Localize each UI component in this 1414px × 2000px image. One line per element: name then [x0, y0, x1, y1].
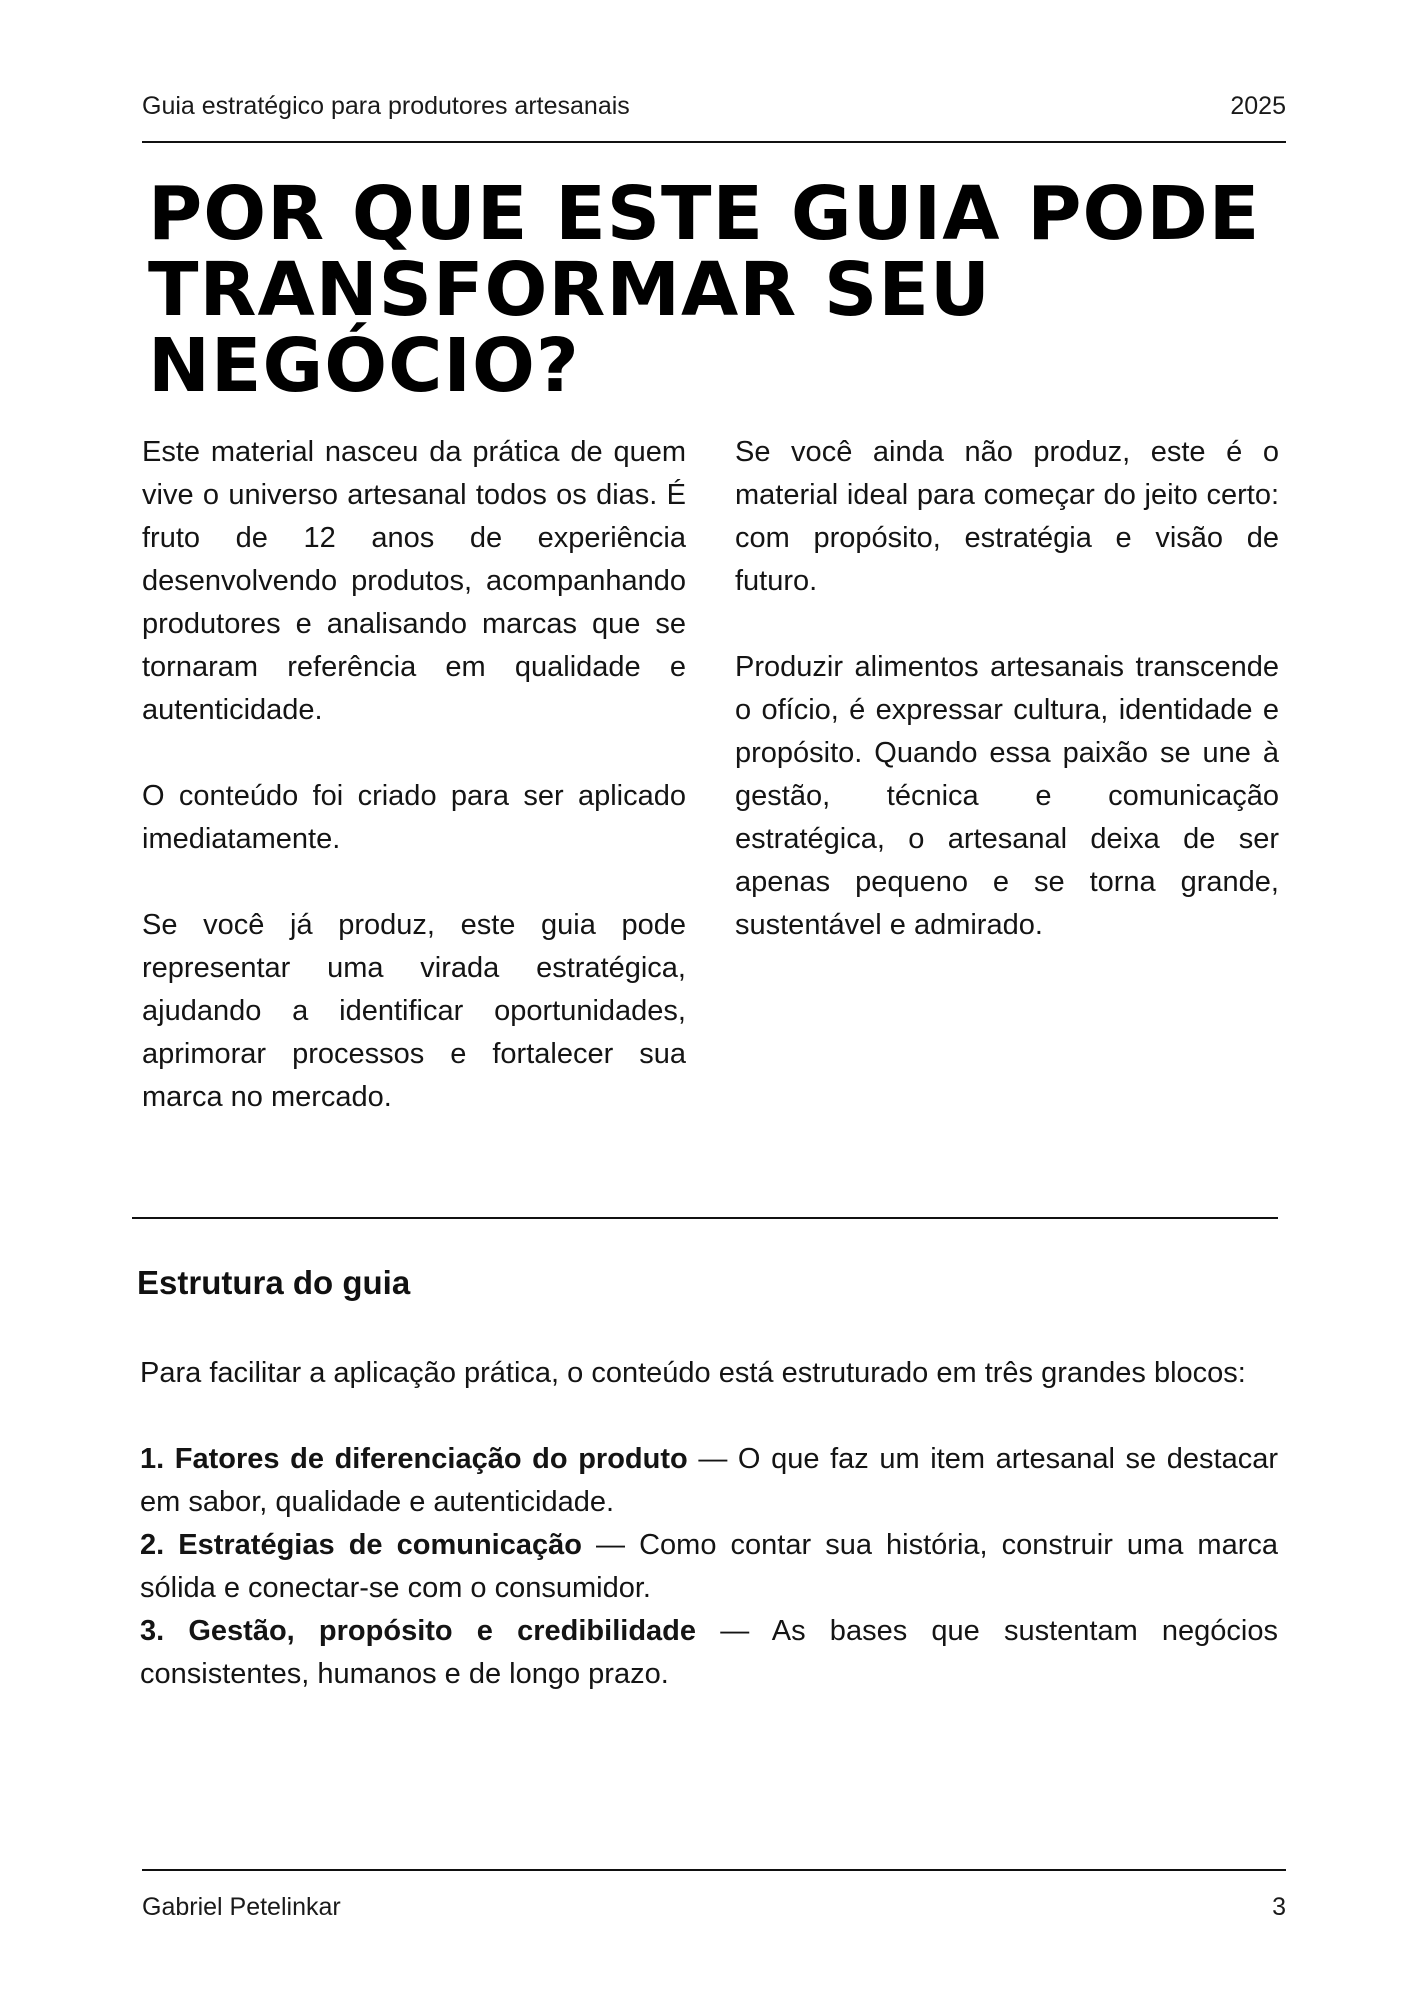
list-item-title: 3. Gestão, propósito e credibilidade: [140, 1615, 697, 1647]
list-item: [140, 1438, 1278, 1524]
header-year: 2025: [1230, 91, 1286, 120]
section-heading: Estrutura do guia: [137, 1264, 411, 1301]
list-item-title: 2. Estratégias de comunicação: [140, 1529, 582, 1561]
section-divider: [132, 1217, 1278, 1219]
header-guide-title: Guia estratégico para produtores artesanais: [142, 91, 630, 120]
list-item-text: — O que faz um item artesanal se destacar em sabor, qualidade e autenticidade.: [140, 1443, 1278, 1518]
left-paragraph-1: Este material nasceu da prática de quem vive o universo artesanal todos os dias. É fruto de 12 anos de experiência desenvolvendo produtos, acompanhando produtores e analisando marcas que se tornaram referência em qualidade e autenticidade.: [142, 436, 686, 726]
list-item-text: — As bases que sustentam negócios consistentes, humanos e de longo prazo.: [140, 1615, 1279, 1690]
right-paragraph-1: Se você ainda não produz, este é o material ideal para começar do jeito certo: com propósito, estratégia e visão de futuro.: [735, 436, 1279, 597]
footer-divider: [142, 1869, 1286, 1871]
section-intro: Para facilitar a aplicação prática, o conteúdo está estruturado em três grandes blocos:: [140, 1357, 1246, 1389]
page-title-line-2: TRANSFORMAR SEU: [148, 247, 991, 333]
page-title: [148, 171, 1298, 409]
list-item-title: 1. Fatores de diferenciação do produto: [140, 1443, 688, 1475]
page-title-line-3: NEGÓCIO?: [148, 323, 580, 409]
list-item-text: — Como contar sua história, construir uma marca sólida e conectar-se com o consumidor.: [140, 1529, 1278, 1604]
page-footer: [142, 1887, 1286, 1927]
right-paragraph-2: Produzir alimentos artesanais transcende o ofício, é expressar cultura, identidade e propósito. Quando essa paixão se une à gestão, técnica e comunicação estratégica, o artesanal deixa de ser apenas pequeno e se torna grande, sustentável e admirado.: [735, 651, 1279, 941]
list-item: [140, 1610, 1278, 1696]
section-body: [140, 1352, 1278, 1696]
footer-author: Gabriel Petelinkar: [142, 1892, 341, 1921]
left-column: [142, 431, 686, 1162]
left-paragraph-3: Se você já produz, este guia pode representar uma virada estratégica, ajudando a identificar oportunidades, aprimorar processos e fortalecer sua marca no mercado.: [142, 909, 686, 1113]
right-column: [735, 431, 1279, 990]
page-number: 3: [1272, 1892, 1286, 1921]
page-title-line-1: POR QUE ESTE GUIA PODE: [148, 171, 1261, 257]
header-divider: [142, 141, 1286, 143]
list-item: [140, 1524, 1278, 1610]
left-paragraph-2: O conteúdo foi criado para ser aplicado imediatamente.: [142, 780, 686, 855]
page-header: [142, 86, 1286, 126]
